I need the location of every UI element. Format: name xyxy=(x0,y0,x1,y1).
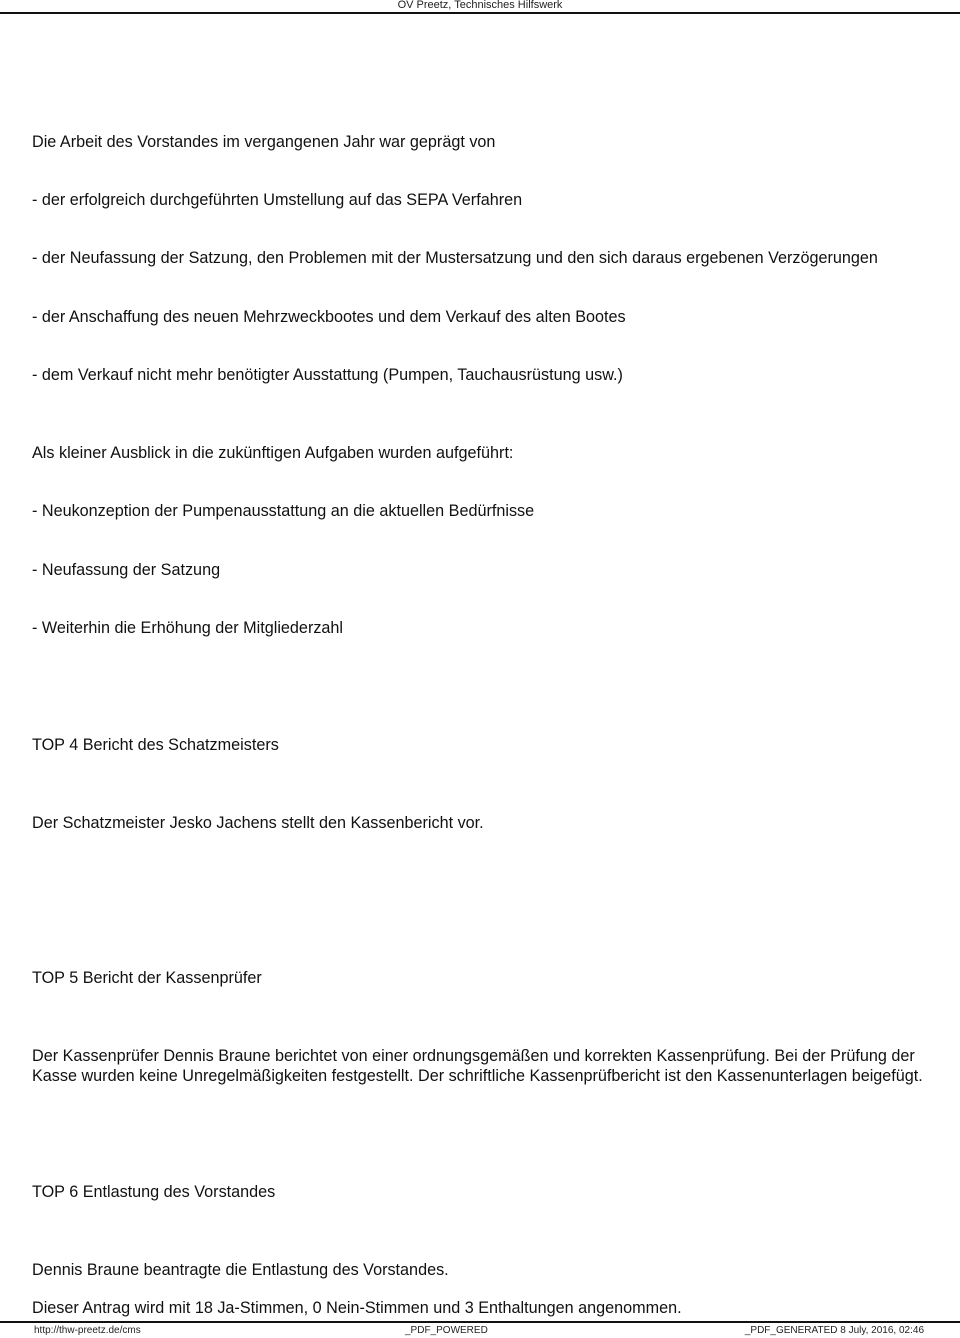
paragraph: Kasse wurden keine Unregelmäßigkeiten festgestellt. Der schriftliche Kassenprüfbericht ist den Kassenunterlagen beigefügt. xyxy=(32,1067,923,1085)
footer-powered: _PDF_POWERED xyxy=(405,1325,488,1336)
footer-rule xyxy=(0,1321,960,1323)
list-item: - der erfolgreich durchgeführten Umstellung auf das SEPA Verfahren xyxy=(32,191,523,209)
list-item: - Neukonzeption der Pumpenausstattung an die aktuellen Bedürfnisse xyxy=(32,502,535,520)
list-item: - Neufassung der Satzung xyxy=(32,561,221,579)
list-item: - dem Verkauf nicht mehr benötigter Ausstattung (Pumpen, Tauchausrüstung usw.) xyxy=(32,366,623,384)
page-header-title: OV Preetz, Technisches Hilfswerk xyxy=(397,0,563,11)
list-item: - der Neufassung der Satzung, den Problemen mit der Mustersatzung und den sich daraus ergebenen Verzögerungen xyxy=(32,249,878,267)
list-item: - Weiterhin die Erhöhung der Mitgliederzahl xyxy=(32,619,344,637)
paragraph: Der Kassenprüfer Dennis Braune berichtet von einer ordnungsgemäßen und korrekten Kassenprüfung. Bei der Prüfung der xyxy=(32,1047,915,1065)
paragraph: Dennis Braune beantragte die Entlastung des Vorstandes. xyxy=(32,1261,449,1279)
section-heading: TOP 4 Bericht des Schatzmeisters xyxy=(32,736,279,754)
paragraph: Als kleiner Ausblick in die zukünftigen Aufgaben wurden aufgeführt: xyxy=(32,444,514,462)
footer-generated: _PDF_GENERATED 8 July, 2016, 02:46 xyxy=(744,1325,924,1336)
list-item: - der Anschaffung des neuen Mehrzweckbootes und dem Verkauf des alten Bootes xyxy=(32,308,626,326)
section-heading: TOP 5 Bericht der Kassenprüfer xyxy=(32,969,262,987)
footer-url[interactable]: http://thw-preetz.de/cms xyxy=(34,1325,141,1336)
paragraph: Die Arbeit des Vorstandes im vergangenen Jahr war geprägt von xyxy=(32,133,496,151)
header-rule xyxy=(0,12,960,14)
paragraph: Dieser Antrag wird mit 18 Ja-Stimmen, 0 Nein-Stimmen und 3 Enthaltungen angenommen. xyxy=(32,1299,682,1317)
section-heading: TOP 6 Entlastung des Vorstandes xyxy=(32,1183,276,1201)
paragraph: Der Schatzmeister Jesko Jachens stellt den Kassenbericht vor. xyxy=(32,814,484,832)
